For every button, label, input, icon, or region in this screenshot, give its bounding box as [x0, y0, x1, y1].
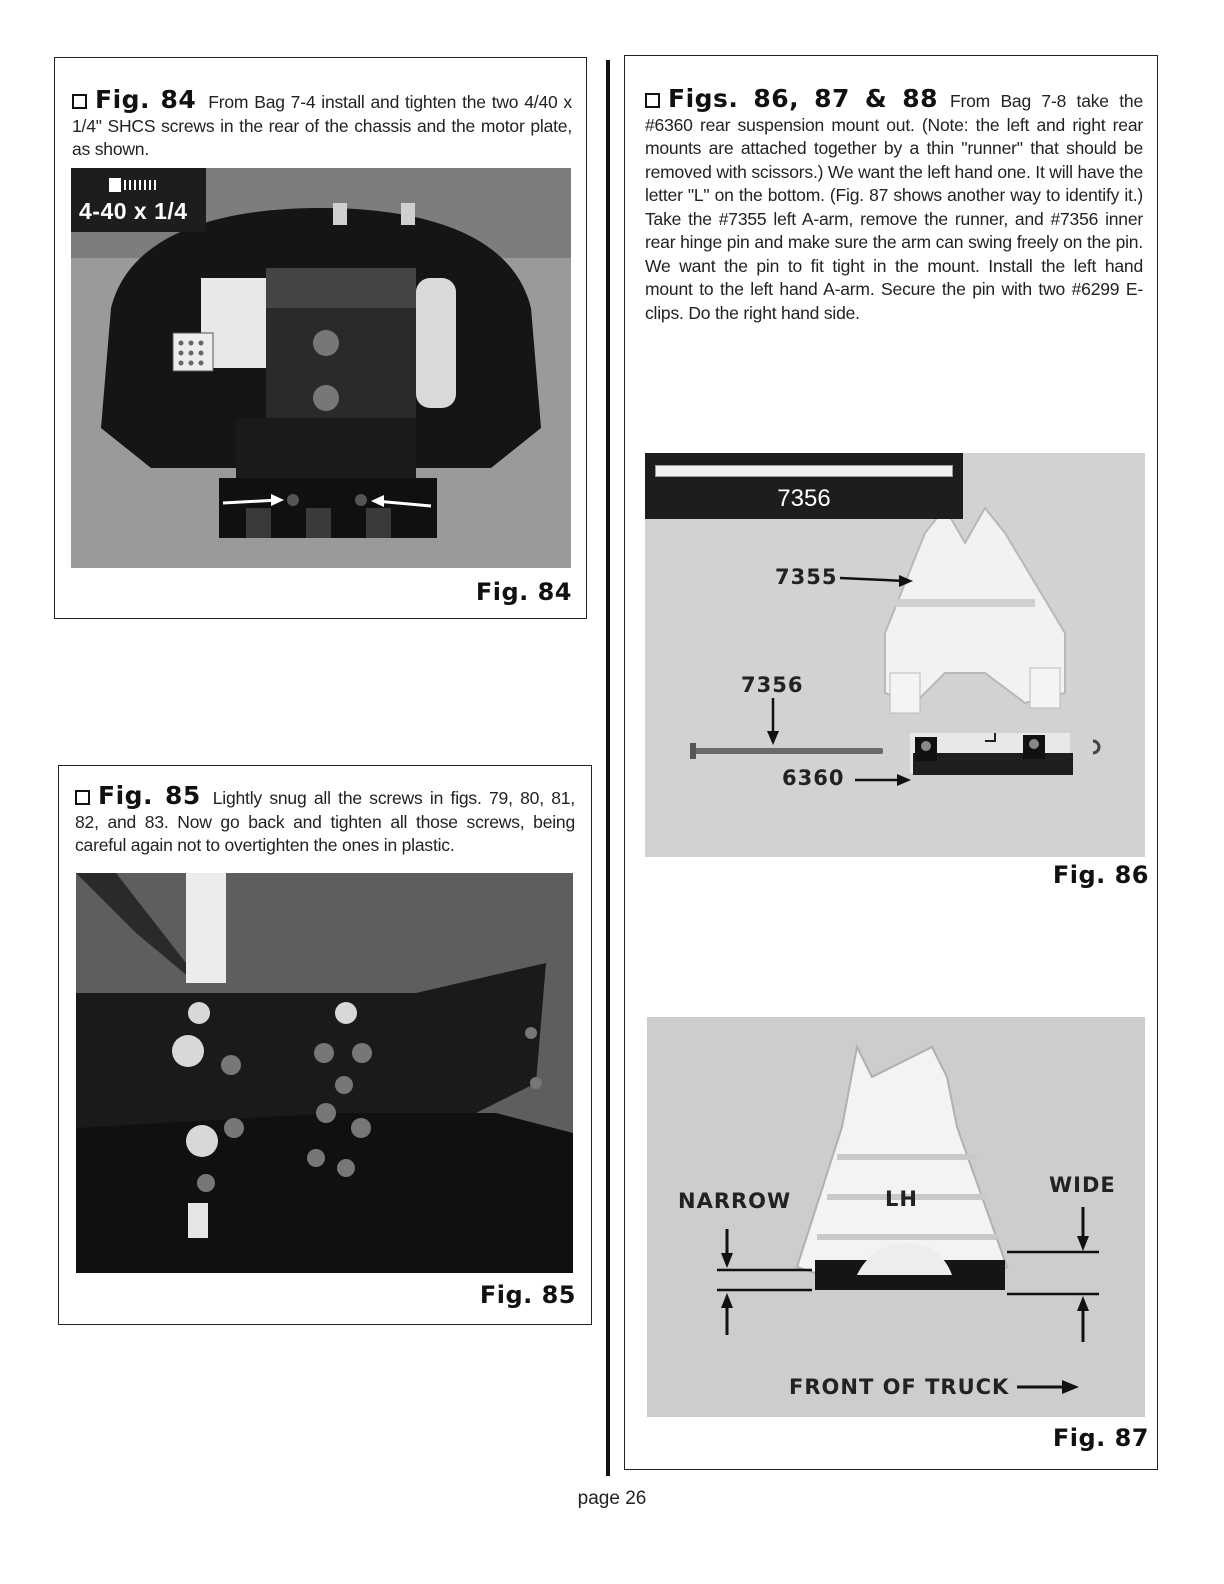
fig84-heading: Fig. 84 — [95, 85, 197, 114]
fig85-body: Lightly snug all the screws in figs. 79, 80, 81, 82, and 83. Now go back and tighten all those screws, being careful again not to overtighten the ones in plastic. — [75, 788, 575, 855]
fig86-pin-bar-label: 7356 — [777, 485, 831, 512]
fig84-body: From Bag 7-4 install and tighten the two 4/40 x 1/4" SHCS screws in the rear of the chassis and the motor plate, as shown. — [72, 92, 572, 159]
fig86-pin-bar — [645, 453, 963, 519]
fig87-photo — [647, 1017, 1145, 1417]
fig85-instructions — [75, 781, 575, 858]
fig86-88-body: From Bag 7-8 take the #6360 rear suspension mount out. (Note: the left and right rear mounts are attached together by a thin "runner" that should be removed with scissors.) We want the left hand one. It will have the letter "L" on the bottom. (Fig. 87 shows another way to identify it.) Take the #7355 left A-arm, remove the runner, and #7356 inner rear hinge pin and make sure the arm can swing freely on the pin. We want the pin to fit tight in the mount. Install the left hand mount to the left hand A-arm. Secure the pin with two #6299 E-clips. Do the right hand side. — [645, 91, 1143, 323]
callout-7356: 7356 — [741, 673, 804, 697]
fig84-instructions — [72, 85, 572, 162]
callout-7355: 7355 — [775, 565, 838, 589]
label-lh: LH — [885, 1187, 918, 1211]
fig84-panel — [54, 57, 587, 619]
page-number: page 26 — [577, 1488, 647, 1509]
label-wide: WIDE — [1049, 1173, 1116, 1197]
fig86-88-panel — [624, 55, 1158, 1470]
fig85-panel — [58, 765, 592, 1325]
fig86-photo — [645, 453, 1145, 857]
fig86-caption: Fig. 86 — [1052, 861, 1149, 889]
callout-6360: 6360 — [782, 766, 845, 790]
fig84-caption: Fig. 84 — [475, 578, 572, 606]
hinge-pin-icon — [655, 465, 953, 477]
fig87-caption: Fig. 87 — [1052, 1424, 1149, 1452]
screw-icon — [109, 178, 167, 192]
fig85-caption: Fig. 85 — [479, 1281, 576, 1309]
fig86-88-instructions — [645, 84, 1143, 325]
label-front-of-truck: FRONT OF TRUCK — [789, 1375, 1010, 1399]
label-narrow: NARROW — [678, 1189, 792, 1213]
fig85-checkbox[interactable] — [75, 790, 90, 805]
column-divider — [606, 60, 610, 1476]
fig85-photo — [76, 873, 573, 1273]
fig84-checkbox[interactable] — [72, 94, 87, 109]
fig86-88-heading: Figs. 86, 87 & 88 — [668, 84, 938, 113]
fig84-screw-label-box — [71, 168, 206, 232]
fig84-screw-label: 4-40 x 1/4 — [79, 198, 188, 224]
fig85-heading: Fig. 85 — [98, 781, 201, 810]
fig86-88-checkbox[interactable] — [645, 93, 660, 108]
fig84-photo — [71, 168, 571, 568]
